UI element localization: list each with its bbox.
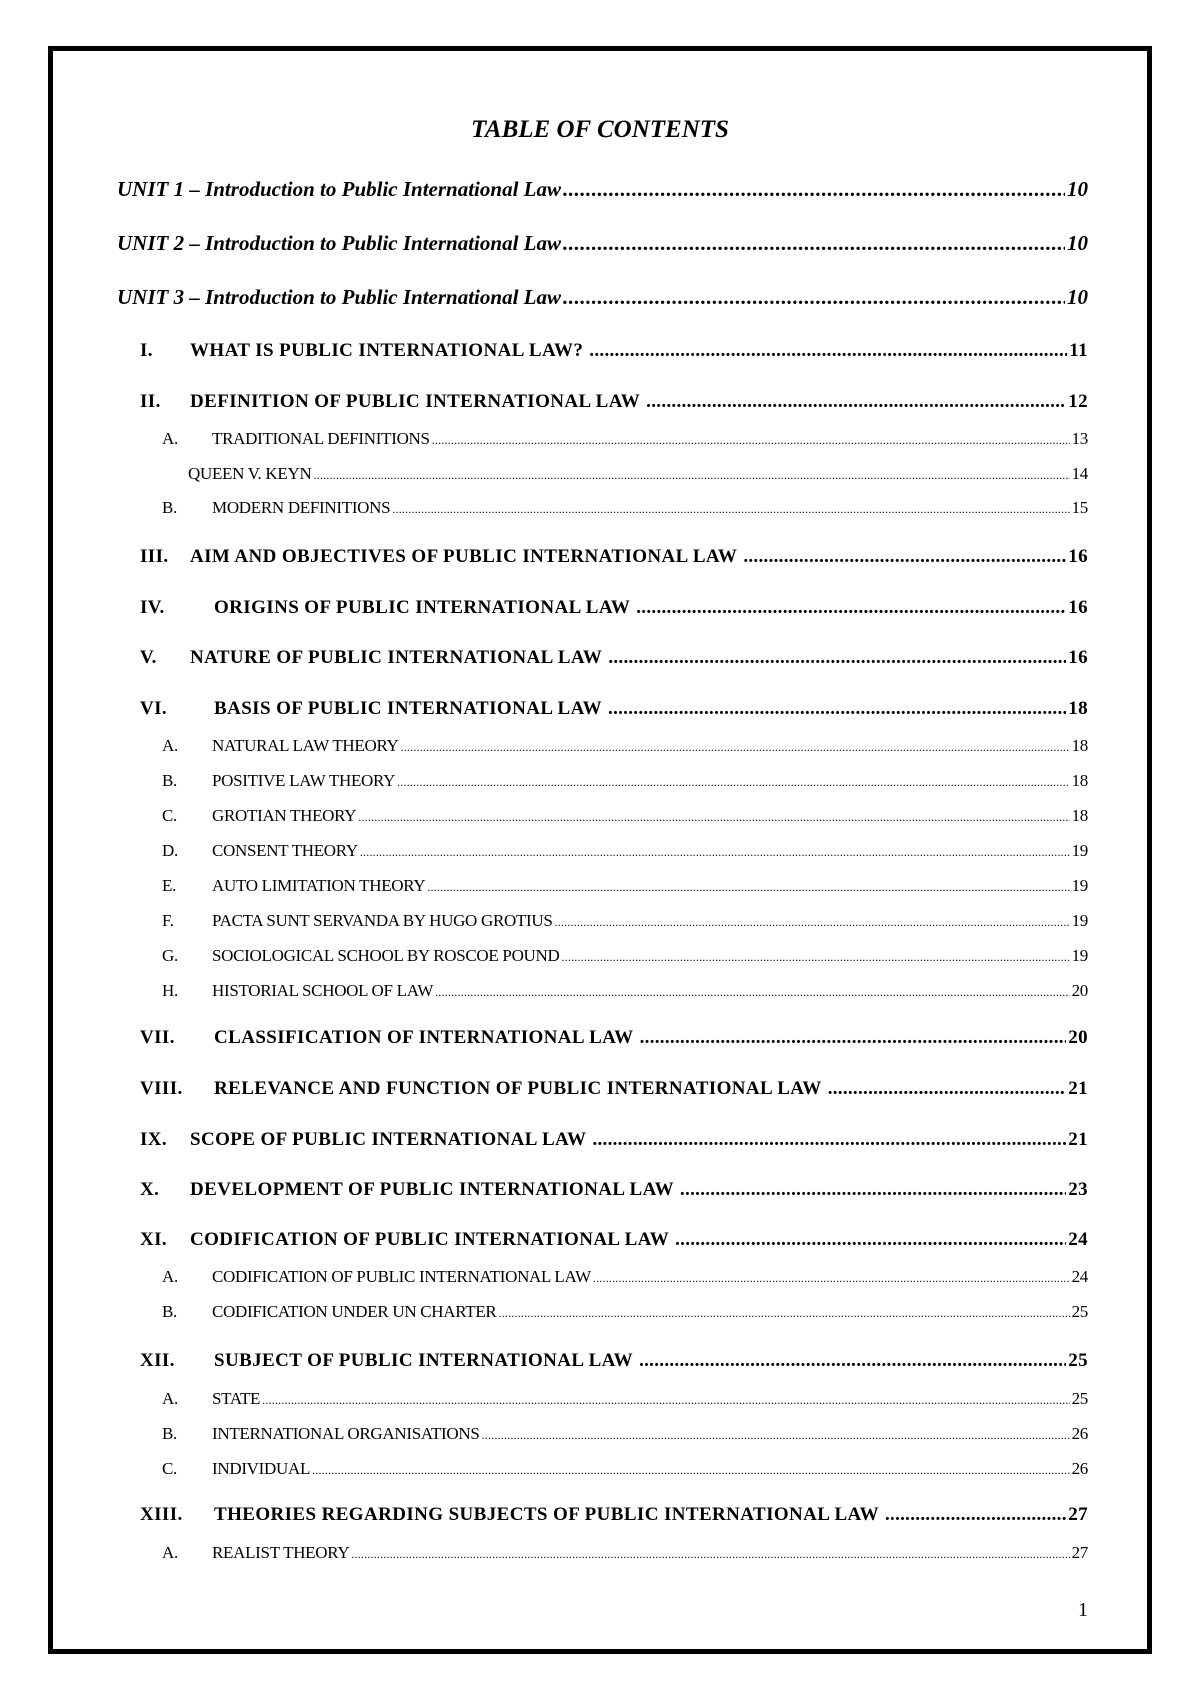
toc-entry-label: STATE	[212, 1389, 261, 1408]
toc-unit-entry[interactable]	[117, 284, 1088, 310]
toc-section-entry[interactable]	[140, 1228, 1088, 1252]
toc-entry-number: B.	[162, 771, 177, 790]
toc-subsection-entry[interactable]	[162, 945, 1088, 968]
toc-subsection-entry[interactable]	[162, 497, 1088, 520]
toc-section-entry[interactable]	[140, 339, 1088, 363]
toc-entry-number: F.	[162, 911, 174, 930]
dot-leader	[360, 841, 1070, 863]
toc-entry-page: 19	[1071, 841, 1088, 860]
toc-entry-label: TRADITIONAL DEFINITIONS	[212, 429, 430, 448]
dot-leader	[885, 1503, 1066, 1527]
dot-leader	[593, 1267, 1070, 1289]
dot-leader	[432, 429, 1070, 451]
dot-leader	[592, 1128, 1066, 1152]
dot-leader	[636, 596, 1066, 620]
dot-leader	[427, 876, 1069, 898]
toc-entry-number: VI.	[140, 698, 168, 719]
toc-entry-label: SUBJECT OF PUBLIC INTERNATIONAL LAW	[214, 1350, 634, 1371]
toc-subsection-entry[interactable]	[162, 910, 1088, 933]
toc-unit-entry[interactable]	[117, 176, 1088, 202]
toc-entry-number: D.	[162, 841, 178, 860]
toc-section-entry[interactable]	[140, 390, 1088, 414]
toc-section-entry[interactable]	[140, 1503, 1088, 1527]
toc-entry-page: 21	[1068, 1078, 1088, 1099]
toc-entry-label: REALIST THEORY	[212, 1543, 350, 1562]
toc-entry-number: VIII.	[140, 1078, 183, 1099]
dot-leader	[435, 981, 1070, 1003]
toc-entry-page: 19	[1071, 876, 1088, 895]
toc-entry-number: IX.	[140, 1129, 168, 1150]
toc-entry-page: 18	[1068, 698, 1088, 719]
toc-entry-number: C.	[162, 806, 177, 825]
toc-entry-label: THEORIES REGARDING SUBJECTS OF PUBLIC INTERNATIONAL LAW	[214, 1504, 879, 1525]
toc-entry-number: II.	[140, 391, 161, 412]
dot-leader	[498, 1302, 1069, 1324]
toc-subsection-entry[interactable]	[162, 875, 1088, 898]
toc-subsection-entry[interactable]	[162, 770, 1088, 793]
toc-entry-page: 20	[1068, 1027, 1088, 1048]
dot-leader	[639, 1349, 1066, 1373]
dot-leader	[262, 1389, 1069, 1411]
toc-entry-label: HISTORIAL SCHOOL OF LAW	[212, 981, 434, 1000]
toc-entry-label: DEVELOPMENT OF PUBLIC INTERNATIONAL LAW	[190, 1179, 674, 1200]
dot-leader	[563, 230, 1065, 256]
toc-entry-number: V.	[140, 647, 157, 668]
dot-leader	[555, 911, 1070, 933]
toc-entry-page: 18	[1071, 806, 1088, 825]
toc-section-entry[interactable]	[140, 1077, 1088, 1101]
toc-entry-page: 23	[1068, 1179, 1088, 1200]
toc-entry-label: UNIT 2 – Introduction to Public International Law	[117, 231, 561, 255]
toc-entry-number: I.	[140, 340, 153, 361]
toc-subsection-entry[interactable]	[162, 428, 1088, 451]
toc-entry-label: INTERNATIONAL ORGANISATIONS	[212, 1424, 480, 1443]
dot-leader	[312, 1459, 1070, 1481]
toc-entry-page: 27	[1068, 1504, 1088, 1525]
toc-section-entry[interactable]	[140, 596, 1088, 620]
toc-entry-label: ORIGINS OF PUBLIC INTERNATIONAL LAW	[214, 597, 631, 618]
toc-entry-label: POSITIVE LAW THEORY	[212, 771, 396, 790]
toc-entry-label: MODERN DEFINITIONS	[212, 498, 391, 517]
dot-leader	[482, 1424, 1070, 1446]
toc-entry-number: A.	[162, 736, 178, 755]
toc-entry-label: CODIFICATION UNDER UN CHARTER	[212, 1302, 497, 1321]
toc-entry-page: 20	[1071, 981, 1088, 1000]
dot-leader	[313, 464, 1069, 486]
toc-entry-number: B.	[162, 1302, 177, 1321]
toc-entry-label: NATURE OF PUBLIC INTERNATIONAL LAW	[190, 647, 603, 668]
page-title: TABLE OF CONTENTS	[471, 116, 729, 143]
toc-entry-page: 15	[1071, 498, 1088, 517]
toc-entry-page: 21	[1068, 1129, 1088, 1150]
dot-leader	[680, 1178, 1066, 1202]
toc-entry-number: B.	[162, 1424, 177, 1443]
toc-entry-number: B.	[162, 498, 177, 517]
toc-entry-number: G.	[162, 946, 178, 965]
toc-entry-label: GROTIAN THEORY	[212, 806, 357, 825]
dot-leader	[743, 545, 1066, 569]
dot-leader	[563, 176, 1065, 202]
toc-entry-page: 16	[1068, 647, 1088, 668]
toc-subsection-entry[interactable]	[162, 980, 1088, 1003]
toc-entry-page: 18	[1071, 736, 1088, 755]
toc-subsection-entry[interactable]	[162, 1388, 1088, 1411]
dot-leader	[563, 284, 1065, 310]
toc-subsection-entry[interactable]	[162, 805, 1088, 828]
toc-subsection-entry[interactable]	[162, 1423, 1088, 1446]
dot-leader	[640, 1026, 1067, 1050]
toc-entry-page: 14	[1071, 464, 1088, 483]
toc-entry-number: IV.	[140, 597, 165, 618]
toc-entry-number: XI.	[140, 1229, 168, 1250]
toc-entry-page: 26	[1071, 1424, 1088, 1443]
dot-leader	[351, 1543, 1069, 1565]
toc-subsection-entry[interactable]	[162, 840, 1088, 863]
toc-entry-page: 11	[1069, 340, 1088, 361]
toc-entry-page: 12	[1068, 391, 1088, 412]
toc-entry-number: C.	[162, 1459, 177, 1478]
dot-leader	[397, 771, 1070, 793]
toc-entry-page: 26	[1071, 1459, 1088, 1478]
dot-leader	[401, 736, 1070, 758]
toc-entry-number: X.	[140, 1179, 160, 1200]
toc-entry-number: III.	[140, 546, 169, 567]
toc-subsection-entry[interactable]	[162, 1266, 1088, 1289]
toc-subsection-entry[interactable]	[162, 1301, 1088, 1324]
dot-leader	[608, 646, 1066, 670]
toc-entry-page: 25	[1071, 1389, 1088, 1408]
toc-entry-label: DEFINITION OF PUBLIC INTERNATIONAL LAW	[190, 391, 641, 412]
toc-entry-number: A.	[162, 1389, 178, 1408]
toc-entry-label: BASIS OF PUBLIC INTERNATIONAL LAW	[214, 698, 603, 719]
toc-entry-label: CONSENT THEORY	[212, 841, 358, 860]
toc-entry-page: 10	[1067, 285, 1088, 309]
toc-entry-page: 19	[1071, 946, 1088, 965]
toc-entry-number: XII.	[140, 1350, 175, 1371]
toc-entry-number: A.	[162, 1543, 178, 1562]
toc-entry-label: RELEVANCE AND FUNCTION OF PUBLIC INTERNATIONAL LAW	[214, 1078, 822, 1099]
dot-leader	[589, 339, 1067, 363]
toc-section-entry[interactable]	[140, 1178, 1088, 1202]
toc-entry-page: 24	[1071, 1267, 1088, 1286]
toc-entry-number: E.	[162, 876, 177, 895]
toc-section-entry[interactable]	[140, 545, 1088, 569]
dot-leader	[561, 946, 1069, 968]
toc-entry-page: 27	[1071, 1543, 1088, 1562]
toc-entry-label: NATURAL LAW THEORY	[212, 736, 399, 755]
toc-entry-number: H.	[162, 981, 178, 1000]
toc-subsection-entry[interactable]	[188, 463, 1088, 486]
toc-entry-label: QUEEN V. KEYN	[188, 464, 312, 483]
toc-entry-label: PACTA SUNT SERVANDA BY HUGO GROTIUS	[212, 911, 553, 930]
toc-entry-label: UNIT 1 – Introduction to Public International Law	[117, 177, 561, 201]
toc-section-entry[interactable]	[140, 697, 1088, 721]
toc-section-entry[interactable]	[140, 1128, 1088, 1152]
toc-entry-number: A.	[162, 429, 178, 448]
toc-entry-page: 10	[1067, 177, 1088, 201]
toc-section-entry[interactable]	[140, 646, 1088, 670]
toc-unit-entry[interactable]	[117, 230, 1088, 256]
dot-leader	[392, 498, 1069, 520]
dot-leader	[675, 1228, 1066, 1252]
toc-entry-number: A.	[162, 1267, 178, 1286]
toc-entry-label: CLASSIFICATION OF INTERNATIONAL LAW	[214, 1027, 634, 1048]
toc-entry-page: 19	[1071, 911, 1088, 930]
toc-entry-page: 16	[1068, 546, 1088, 567]
toc-entry-label: SOCIOLOGICAL SCHOOL BY ROSCOE POUND	[212, 946, 560, 965]
dot-leader	[828, 1077, 1067, 1101]
toc-subsection-entry[interactable]	[162, 735, 1088, 758]
toc-entry-page: 10	[1067, 231, 1088, 255]
toc-entry-number: XIII.	[140, 1504, 183, 1525]
toc-entry-label: CODIFICATION OF PUBLIC INTERNATIONAL LAW	[212, 1267, 591, 1286]
toc-entry-page: 25	[1071, 1302, 1088, 1321]
toc-entry-label: WHAT IS PUBLIC INTERNATIONAL LAW?	[190, 340, 584, 361]
toc-entry-page: 13	[1071, 429, 1088, 448]
toc-entry-label: CODIFICATION OF PUBLIC INTERNATIONAL LAW	[190, 1229, 670, 1250]
dot-leader	[608, 697, 1066, 721]
toc-entry-page: 18	[1071, 771, 1088, 790]
page-number: 1	[1078, 1599, 1088, 1621]
dot-leader	[646, 390, 1066, 414]
toc-entry-page: 16	[1068, 597, 1088, 618]
toc-section-entry[interactable]	[140, 1349, 1088, 1373]
toc-entry-label: UNIT 3 – Introduction to Public International Law	[117, 285, 561, 309]
toc-entry-label: SCOPE OF PUBLIC INTERNATIONAL LAW	[190, 1129, 587, 1150]
toc-entry-page: 25	[1068, 1350, 1088, 1371]
toc-entry-label: AIM AND OBJECTIVES OF PUBLIC INTERNATIONAL LAW	[190, 546, 738, 567]
toc-section-entry[interactable]	[140, 1026, 1088, 1050]
toc-entry-label: AUTO LIMITATION THEORY	[212, 876, 426, 895]
toc-subsection-entry[interactable]	[162, 1542, 1088, 1565]
toc-entry-page: 24	[1068, 1229, 1088, 1250]
dot-leader	[358, 806, 1069, 828]
toc-entry-label: INDIVIDUAL	[212, 1459, 311, 1478]
toc-entry-number: VII.	[140, 1027, 175, 1048]
toc-subsection-entry[interactable]	[162, 1458, 1088, 1481]
